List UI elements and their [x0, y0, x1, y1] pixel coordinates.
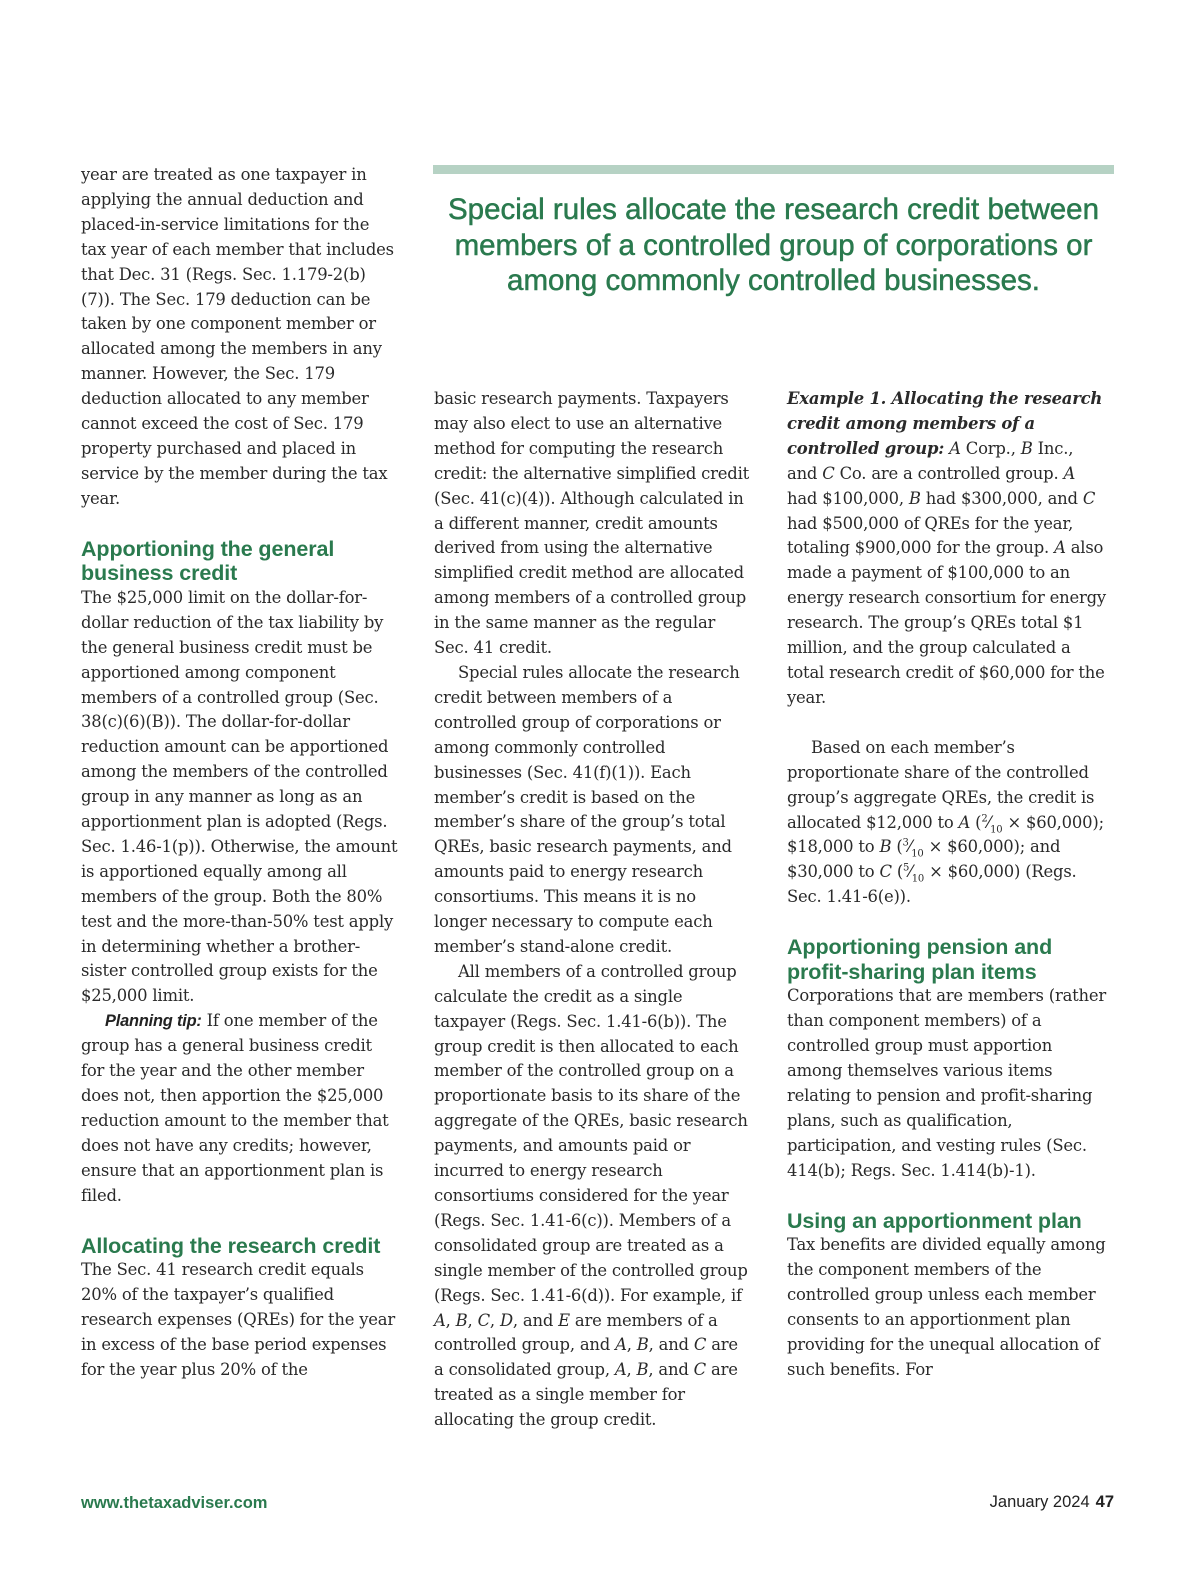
paragraph: year are treated as one taxpayer in applying the annual deduction and placed-in-service limitations for the tax year of each member that includes that Dec. 31 (Regs. Sec. 1.179-2(b)(7)). The Sec. 179 deduction can be taken by one component member or allocated among the members in any manner. However, the Sec. 179 deduction allocated to any member cannot exceed the cost of Sec. 179 property purchased and placed in service by the member during the tax year.: [81, 165, 394, 508]
page-number: 47: [1095, 1493, 1114, 1511]
paragraph: The $25,000 limit on the dollar-for-dollar reduction of the tax liability by the general business credit must be apportioned among component members of a controlled group (Sec. 38(c)(6)(B)). The dollar-for-dollar reduction amount can be apportioned among the members of the controlled group in any manner as long as an apportionment plan is adopted (Regs. Sec. 1.46-1(p)). Otherwise, the amount is apportioned equally among all members of the group. Both the 80% test and the more-than-50% test apply in determining whether a brother-sister controlled group exists for the $25,000 limit.: [81, 587, 398, 1006]
footer-date-page: [990, 1493, 1114, 1512]
planning-tip-label: Planning tip:: [105, 1012, 202, 1031]
section-heading-general-business-credit: Apportioning the general business credit: [81, 536, 335, 586]
pullquote-rule: [433, 165, 1114, 174]
section-heading-research-credit: Allocating the research credit: [81, 1233, 381, 1258]
paragraph: Based on each member’s proportionate share of the controlled group’s aggregate QREs, the credit is allocated $12,000 to A ($^2⁄_{10}$ × $60,000); $18,000 to B ($^3⁄_{10}$ × $60,000); and $30,000 to C ($^5⁄_{10}$ × $60,000) (Regs. Sec. 1.41-6(e)).: [787, 737, 1104, 907]
planning-tip-text: If one member of the group has a general business credit for the year and the other member does not, then apportion the $25,000 reduction amount to the member that does not have any credits; however, ensure that an apportionment plan is filed.: [81, 1011, 389, 1205]
example-1: Example 1. Allocating the research credit among members of a controlled group: A Corp., B Inc., and C Co. are a controlled group. A had $100,000, B had $300,000, and C had $500,000 of QREs for the year, totaling $900,000 for the group. A also made a payment of $100,000 to an energy research consortium for energy research. The group’s QREs total $1 million, and the group calculated a total research credit of $60,000 for the year.: [787, 389, 1106, 707]
column-1: [81, 163, 399, 1383]
pullquote: Special rules allocate the research credit between members of a controlled group of corporations or among commonly controlled businesses.: [447, 193, 1099, 297]
section-heading-pension: Apportioning pension and profit-sharing plan items: [787, 935, 1053, 984]
planning-tip: [81, 1009, 399, 1208]
paragraph: Tax benefits are divided equally among the component members of the controlled group unless each member consents to an apportionment plan providing for the unequal allocation of such benefits. For: [787, 1235, 1106, 1379]
paragraph: All members of a controlled group calculate the credit as a single taxpayer (Regs. Sec. 1.41-6(b)). The group credit is then allocated to each member of the controlled group on a proportionate basis to its share of the aggregate of the QREs, basic research payments, and amounts paid or incurred to energy research consortiums considered for the year (Regs. Sec. 1.41-6(c)). Members of a consolidated group are treated as a single member of the controlled group (Regs. Sec. 1.41-6(d)). For example, if A, B, C, D, and E are members of a controlled group, and A, B, and C are a consolidated group, A, B, and C are treated as a single member for allocating the group credit.: [434, 961, 748, 1430]
example-title: Example 1. Allocating the research credit among members of a controlled group:: [787, 389, 1103, 458]
paragraph: The Sec. 41 research credit equals 20% of the taxpayer’s qualified research expenses (QREs) for the year in excess of the base period expenses for the year plus 20% of the: [81, 1260, 395, 1379]
paragraph: basic research payments. Taxpayers may also elect to use an alternative method for computing the research credit: the alternative simplified credit (Sec. 41(c)(4)). Although calculated in a different manner, credit amounts derived from using the alternative simplified credit method are allocated among members of a controlled group in the same manner as the regular Sec. 41 credit.: [434, 389, 750, 658]
footer-website-link[interactable]: www.thetaxadviser.com: [81, 1494, 268, 1512]
paragraph: Special rules allocate the research credit between members of a controlled group of corporations or among commonly controlled businesses (Sec. 41(f)(1)). Each member’s credit is based on the member’s share of the group’s total QREs, basic research payments, and amounts paid to energy research consortiums. This means it is no longer necessary to compute each member’s stand-alone credit.: [434, 662, 740, 956]
paragraph: Corporations that are members (rather than component members) of a controlled group must apportion among themselves various items relating to pension and profit-sharing plans, such as qualification, participation, and vesting rules (Sec. 414(b); Regs. Sec. 1.414(b)-1).: [787, 986, 1107, 1180]
footer-date: January 2024: [989, 1493, 1090, 1511]
column-2: [434, 387, 752, 1433]
section-heading-apportionment-plan: Using an apportionment plan: [787, 1208, 1082, 1233]
column-3: [787, 387, 1107, 1383]
